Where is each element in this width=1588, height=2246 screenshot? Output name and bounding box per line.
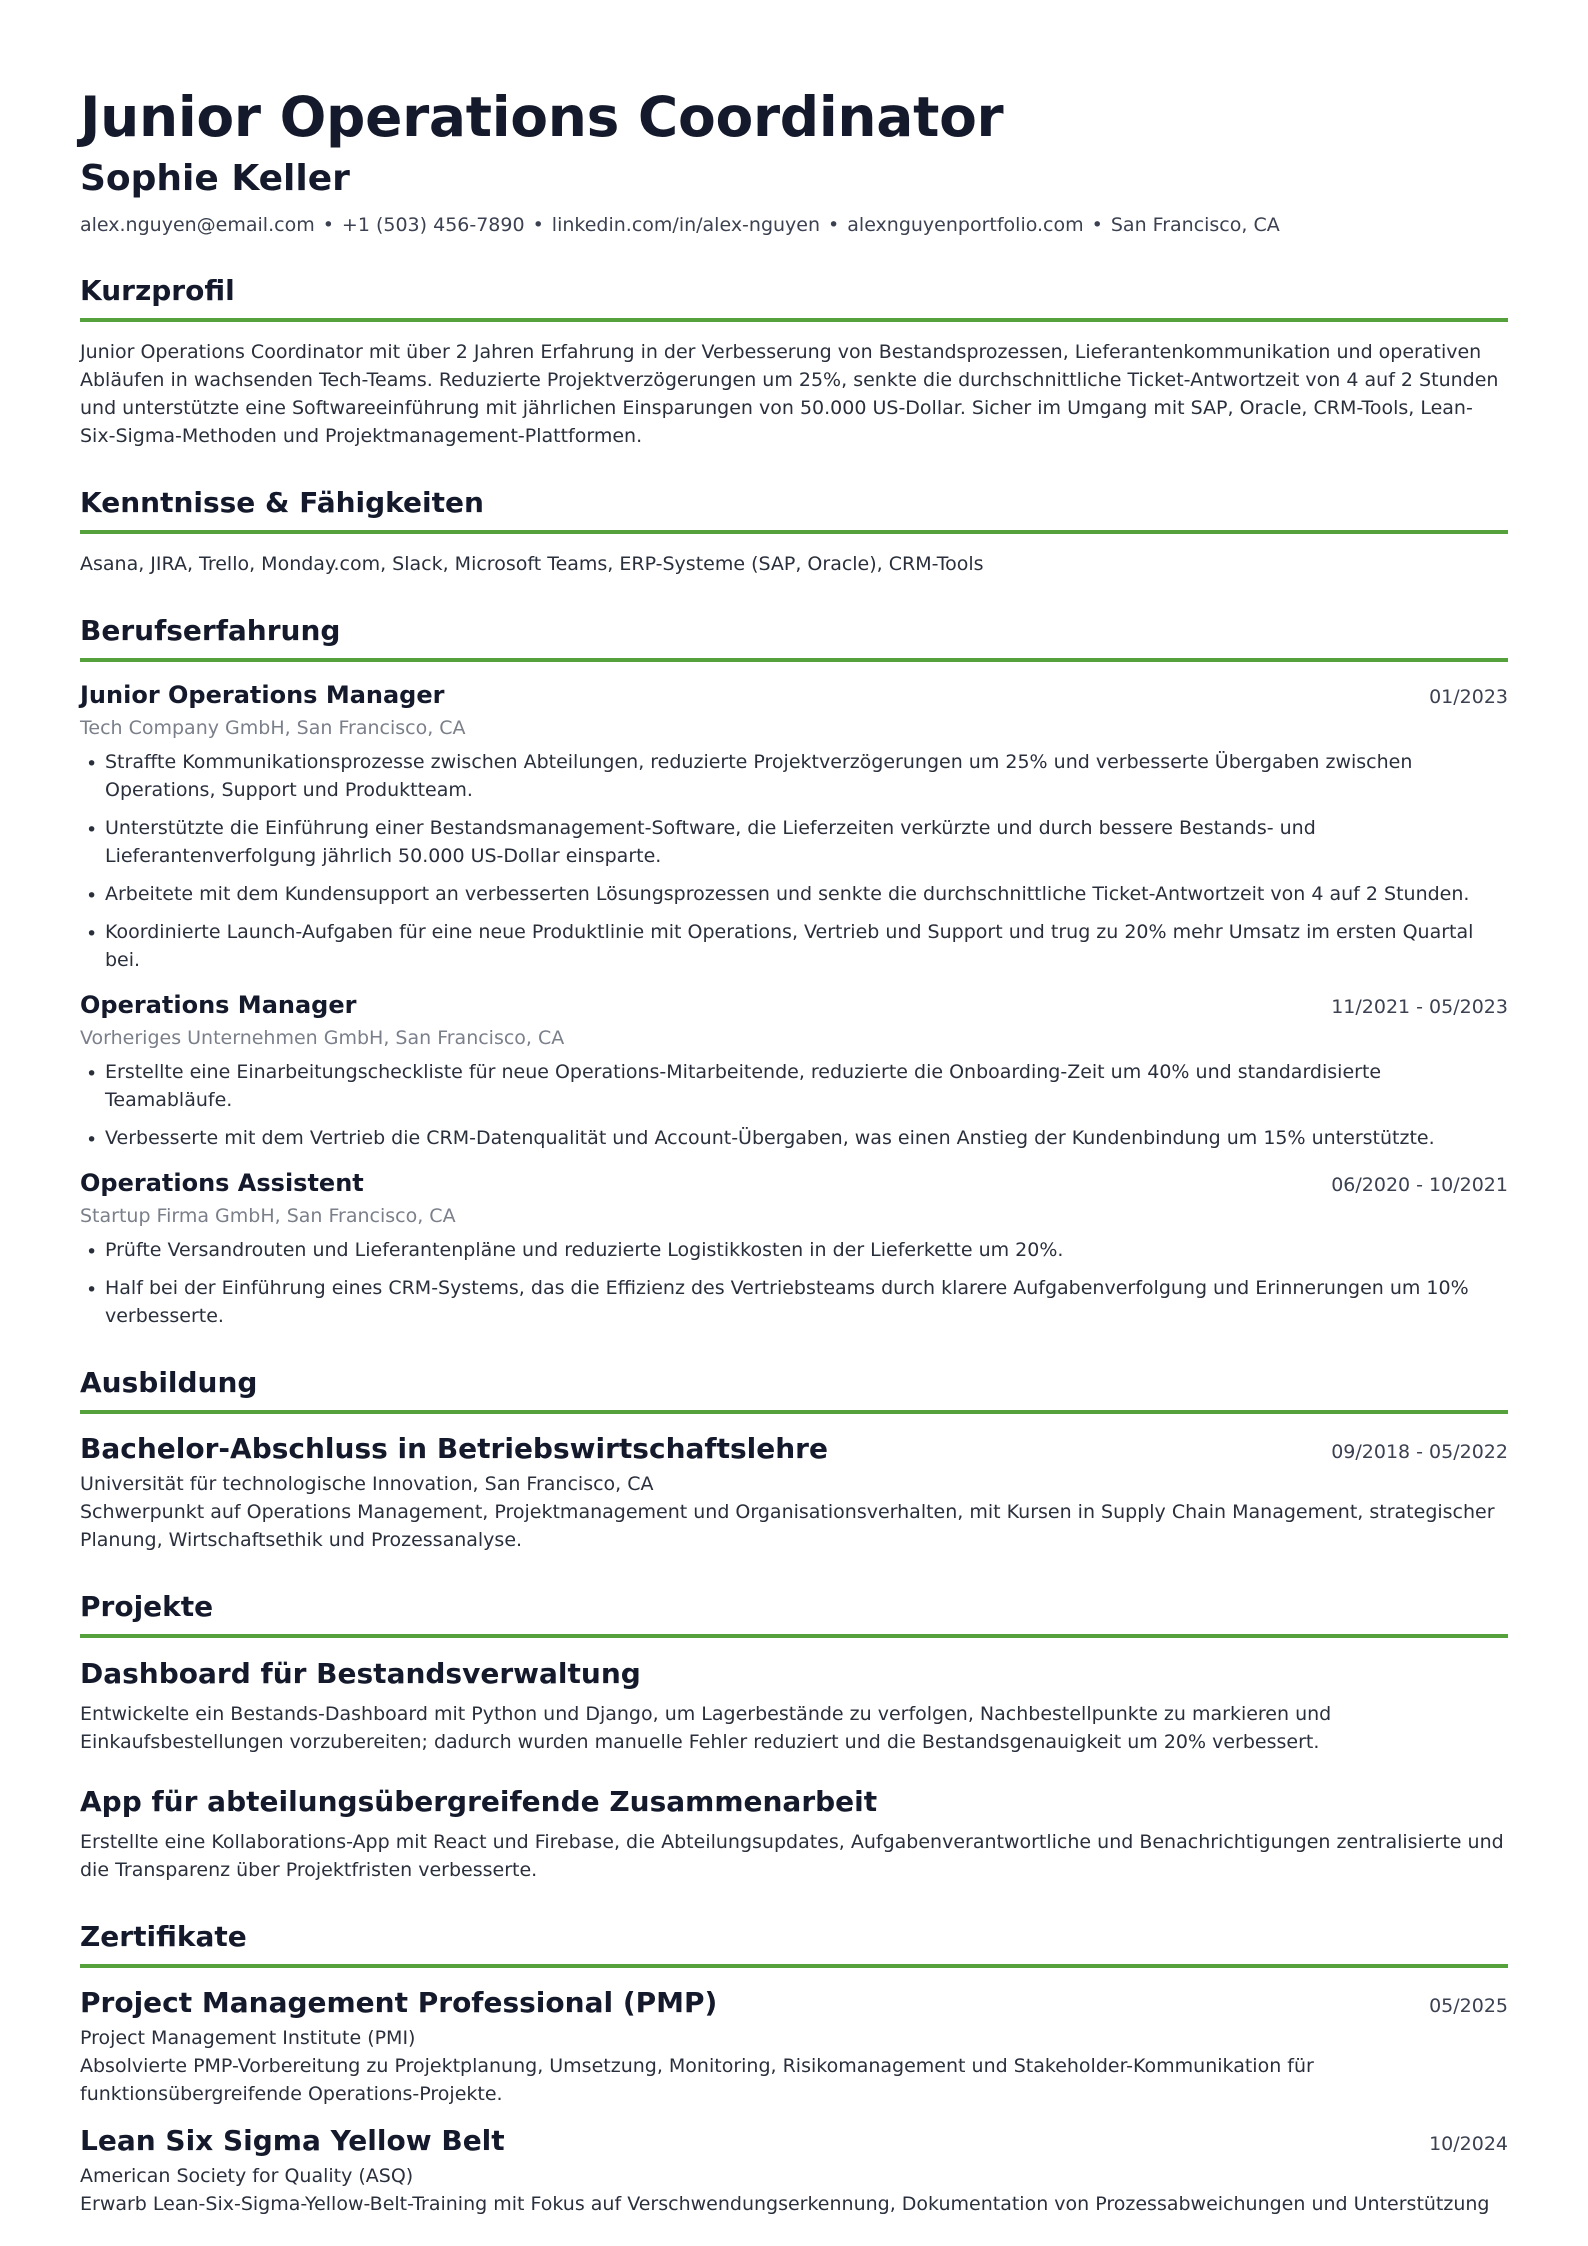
certificate-title: Project Management Professional (PMP) <box>80 1986 718 2019</box>
job-bullet: • Straffte Kommunikationsprozesse zwischen Abteilungen, reduzierte Projektverzögerungen um 25% und verbesserte Übergaben zwischen Operations, Support und Produktteam. <box>80 748 1508 804</box>
degree-title: Bachelor-Abschluss in Betriebswirtschaftslehre <box>80 1432 828 1465</box>
job-bullet: • Arbeitete mit dem Kundensupport an verbesserten Lösungsprozessen und senkte die durchschnittliche Ticket-Antwortzeit von 4 auf 2 Stunden. <box>80 880 1508 908</box>
job-bullet: • Verbesserte mit dem Vertrieb die CRM-Datenqualität und Account-Übergaben, was einen Anstieg der Kundenbindung um 15% unterstützte. <box>80 1124 1508 1152</box>
education-section <box>80 1364 1508 1554</box>
job-bullets <box>80 748 1508 974</box>
certificate-entry <box>80 1984 1508 2108</box>
certificate-issuer: American Society for Quality (ASQ) <box>80 2165 414 2187</box>
projects-section <box>80 1588 1508 1884</box>
project-entry <box>80 1654 1508 1756</box>
section-heading: Kenntnisse & Fähigkeiten <box>80 484 1508 534</box>
contact-location: San Francisco, CA <box>1110 214 1280 236</box>
contact-separator: • <box>322 214 334 236</box>
certificate-entry <box>80 2122 1508 2218</box>
education-entry <box>80 1430 1508 1554</box>
certificates-section <box>80 1918 1508 2218</box>
school-name: Universität für technologische Innovation, San Francisco, CA <box>80 1473 654 1495</box>
contact-email: alex.nguyen@email.com <box>80 214 315 236</box>
job-title: Junior Operations Manager <box>80 681 445 709</box>
project-description: Entwickelte ein Bestands-Dashboard mit Python und Django, um Lagerbestände zu verfolgen, Nachbestellpunkte zu markieren und Einkaufsbestellungen vorzubereiten; dadurch wurden manuelle Fehler reduziert und die Bestandsgenauigkeit um 20% verbessert. <box>80 1703 1332 1753</box>
certificate-description: Erwarb Lean-Six-Sigma-Yellow-Belt-Training mit Fokus auf Verschwendungserkennung, Dokumentation von Prozessabweichungen und Unterstützung <box>80 2193 1490 2215</box>
certificate-date: 05/2025 <box>1429 1995 1508 2017</box>
job-title: Operations Assistent <box>80 1169 364 1197</box>
job-company: Tech Company GmbH, San Francisco, CA <box>80 717 466 739</box>
project-title: Dashboard für Bestandsverwaltung <box>80 1657 641 1690</box>
job-company: Startup Firma GmbH, San Francisco, CA <box>80 1205 456 1227</box>
summary-section <box>80 272 1508 450</box>
project-description: Erstellte eine Kollaborations-App mit React und Firebase, die Abteilungsupdates, Aufgabenverantwortliche und Benachrichtigungen zentralisierte und die Transparenz über Projektfristen verbesserte. <box>80 1831 1504 1881</box>
contact-portfolio: alexnguyenportfolio.com <box>847 214 1084 236</box>
certificate-date: 10/2024 <box>1429 2133 1508 2155</box>
experience-section <box>80 612 1508 1330</box>
job-date: 11/2021 - 05/2023 <box>1331 996 1508 1018</box>
job-company: Vorheriges Unternehmen GmbH, San Francisco, CA <box>80 1027 565 1049</box>
job-entry <box>80 678 1508 974</box>
project-title: App für abteilungsübergreifende Zusammenarbeit <box>80 1785 878 1818</box>
candidate-name: Sophie Keller <box>80 158 350 199</box>
job-title: Operations Manager <box>80 991 357 1019</box>
job-entry <box>80 988 1508 1152</box>
contact-linkedin: linkedin.com/in/alex-nguyen <box>551 214 821 236</box>
job-bullets <box>80 1236 1508 1330</box>
job-bullet: • Unterstützte die Einführung einer Bestandsmanagement-Software, die Lieferzeiten verkürzte und durch bessere Bestands- und Lieferantenverfolgung jährlich 50.000 US-Dollar einsparte. <box>80 814 1508 870</box>
job-date: 06/2020 - 10/2021 <box>1331 1174 1508 1196</box>
section-heading: Berufserfahrung <box>80 612 1508 662</box>
certificate-description: Absolvierte PMP-Vorbereitung zu Projektplanung, Umsetzung, Monitoring, Risikomanagement und Stakeholder-Kommunikation für funktionsübergreifende Operations-Projekte. <box>80 2055 1314 2105</box>
project-entry <box>80 1782 1508 1884</box>
skills-text: Asana, JIRA, Trello, Monday.com, Slack, Microsoft Teams, ERP-Systeme (SAP, Oracle), CRM-Tools <box>80 553 984 575</box>
contact-separator: • <box>532 214 544 236</box>
contact-separator: • <box>828 214 840 236</box>
job-bullet: • Prüfte Versandrouten und Lieferantenpläne und reduzierte Logistikkosten in der Lieferkette um 20%. <box>80 1236 1508 1264</box>
education-description: Schwerpunkt auf Operations Management, Projektmanagement und Organisationsverhalten, mit Kursen in Supply Chain Management, strategischer Planung, Wirtschaftsethik und Prozessanalyse. <box>80 1501 1495 1551</box>
job-bullet: • Koordinierte Launch-Aufgaben für eine neue Produktlinie mit Operations, Vertrieb und Support und trug zu 20% mehr Umsatz im ersten Quartal bei. <box>80 918 1508 974</box>
section-heading: Zertifikate <box>80 1918 1508 1968</box>
education-date: 09/2018 - 05/2022 <box>1331 1441 1508 1463</box>
section-heading: Ausbildung <box>80 1364 1508 1414</box>
job-bullet: • Erstellte eine Einarbeitungscheckliste für neue Operations-Mitarbeitende, reduzierte die Onboarding-Zeit um 40% und standardisierte Teamabläufe. <box>80 1058 1508 1114</box>
certificate-issuer: Project Management Institute (PMI) <box>80 2027 416 2049</box>
contact-phone: +1 (503) 456-7890 <box>341 214 525 236</box>
contact-line <box>80 212 1508 238</box>
summary-text: Junior Operations Coordinator mit über 2 Jahren Erfahrung in der Verbesserung von Bestandsprozessen, Lieferantenkommunikation und operativen Abläufen in wachsenden Tech-Teams. Reduzierte Projektverzögerungen um 25%, senkte die durchschnittliche Ticket-Antwortzeit von 4 auf 2 Stunden und unterstützte eine Softwareeinführung mit jährlichen Einsparungen von 50.000 US-Dollar. Sicher im Umgang mit SAP, Oracle, CRM-Tools, Lean-Six-Sigma-Methoden und Projektmanagement-Plattformen. <box>80 341 1499 447</box>
contact-separator: • <box>1091 214 1103 236</box>
certificate-title: Lean Six Sigma Yellow Belt <box>80 2124 505 2157</box>
skills-section <box>80 484 1508 578</box>
job-date: 01/2023 <box>1429 686 1508 708</box>
resume-job-title: Junior Operations Coordinator <box>80 85 1004 149</box>
job-entry <box>80 1166 1508 1330</box>
section-heading: Projekte <box>80 1588 1508 1638</box>
section-heading: Kurzprofil <box>80 272 1508 322</box>
job-bullet: • Half bei der Einführung eines CRM-Systems, das die Effizienz des Vertriebsteams durch klarere Aufgabenverfolgung und Erinnerungen um 10% verbesserte. <box>80 1274 1508 1330</box>
job-bullets <box>80 1058 1508 1152</box>
